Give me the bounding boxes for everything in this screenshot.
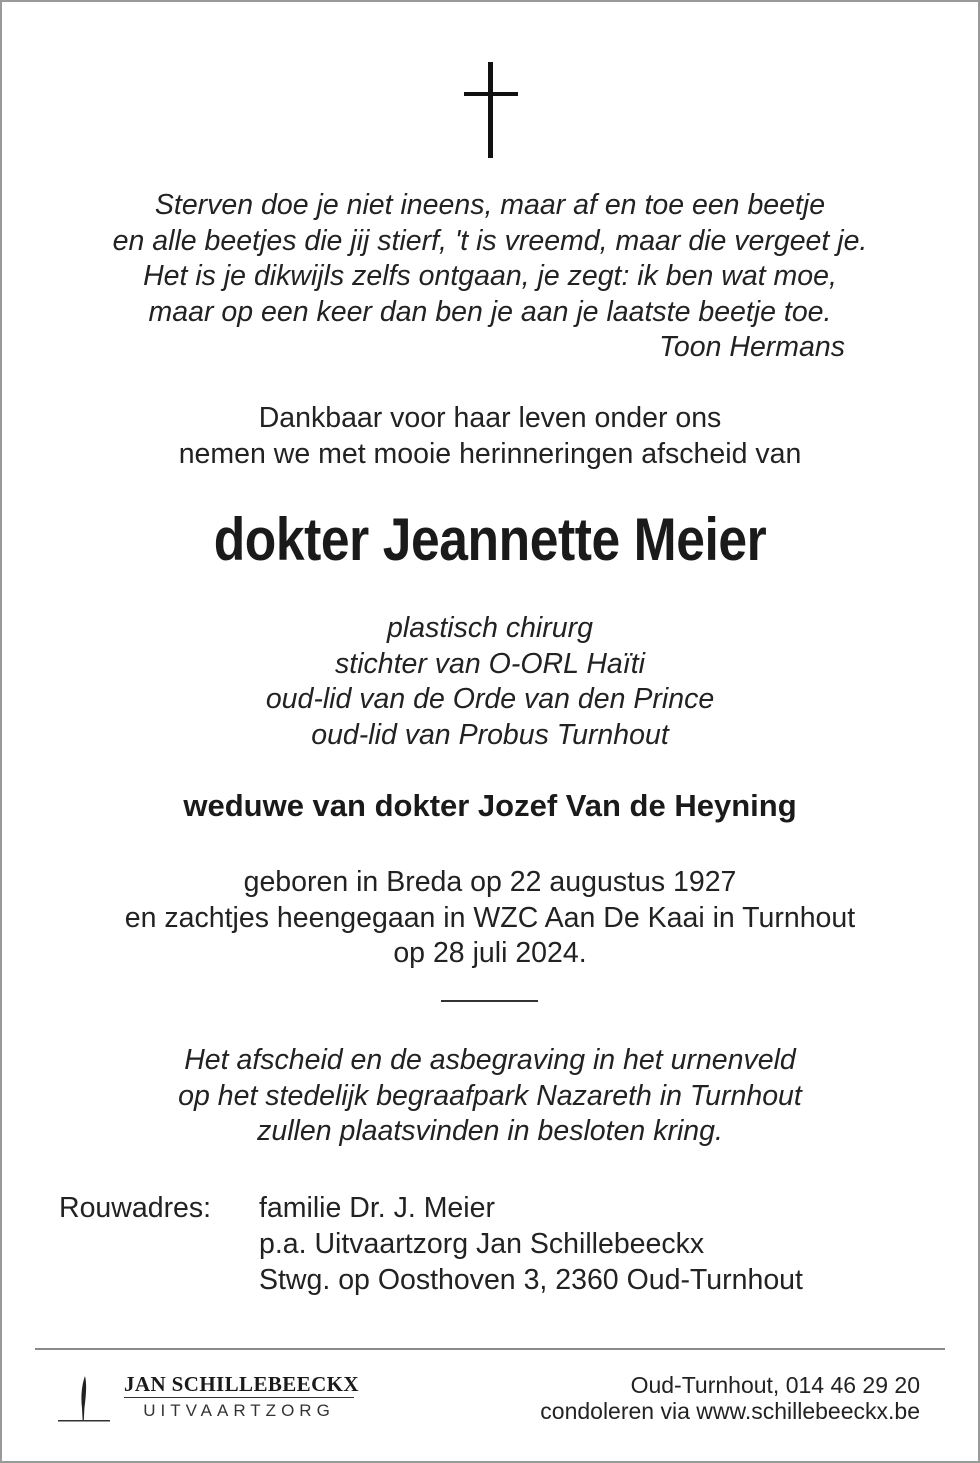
poem-line: Het is je dikwijls zelfs ontgaan, je zegt: ik ben wat moe,: [143, 260, 837, 292]
contact-web-line: [540, 1398, 920, 1424]
title-line: plastisch chirurg: [387, 612, 593, 644]
title-line: stichter van O-ORL Haïti: [335, 647, 645, 680]
divider: [441, 1000, 538, 1002]
address-line: p.a. Uitvaartzorg Jan Schillebeeckx: [259, 1228, 705, 1260]
logo-subtitle: UITVAARTZORG: [143, 1401, 335, 1420]
poem-author: Toon Hermans: [659, 331, 845, 363]
ceremony-line: zullen plaatsvinden in besloten kring.: [257, 1115, 723, 1147]
footer-contact: [540, 1372, 920, 1424]
funeral-home-logo: [58, 1372, 368, 1422]
intro-line: Dankbaar voor haar leven onder ons: [258, 402, 722, 434]
address-label: Rouwadres:: [59, 1192, 212, 1224]
address-lines: [259, 1190, 803, 1298]
life-dates: [0, 865, 980, 972]
dates-line: geboren in Breda op 22 augustus 1927: [243, 866, 737, 898]
address-line: familie Dr. J. Meier: [259, 1192, 495, 1224]
dates-line: en zachtjes heengegaan in WZC Aan De Kaai in Turnhout: [124, 901, 856, 934]
logo-rule: [124, 1397, 354, 1398]
ceremony-text: [0, 1043, 980, 1150]
title-line: oud-lid van de Orde van den Prince: [265, 683, 715, 715]
contact-web-prefix: condoleren via: [540, 1398, 697, 1424]
cypress-tree-icon: [58, 1374, 110, 1422]
intro-line: nemen we met mooie herinneringen afscheid van: [178, 438, 802, 470]
ceremony-line: Het afscheid en de asbegraving in het urnenveld: [184, 1044, 796, 1076]
widow-of: weduwe van dokter Jozef Van de Heyning: [183, 788, 797, 823]
poem-quote: [0, 188, 980, 366]
deceased-titles: [0, 611, 980, 753]
dates-line: op 28 juli 2024.: [393, 937, 587, 969]
title-line: oud-lid van Probus Turnhout: [311, 718, 669, 751]
ceremony-line: op het stedelijk begraafpark Nazareth in Turnhout: [178, 1079, 802, 1112]
cross-icon: [461, 62, 521, 160]
contact-phone: Oud-Turnhout, 014 46 29 20: [630, 1372, 920, 1398]
footer-divider: [35, 1348, 945, 1350]
poem-line: Sterven doe je niet ineens, maar af en toe een beetje: [154, 189, 826, 221]
address-line: Stwg. op Oosthoven 3, 2360 Oud-Turnhout: [259, 1264, 803, 1296]
website-link[interactable]: www.schillebeeckx.be: [696, 1398, 920, 1424]
deceased-name: dokter Jeannette Meier: [213, 506, 767, 573]
poem-line: en alle beetjes die jij stierf, 't is vreemd, maar die vergeet je.: [112, 224, 868, 257]
poem-line: maar op een keer dan ben je aan je laatste beetje toe.: [148, 295, 832, 328]
logo-brand: JAN SCHILLEBEECKX: [124, 1372, 359, 1396]
intro-text: [0, 400, 980, 472]
